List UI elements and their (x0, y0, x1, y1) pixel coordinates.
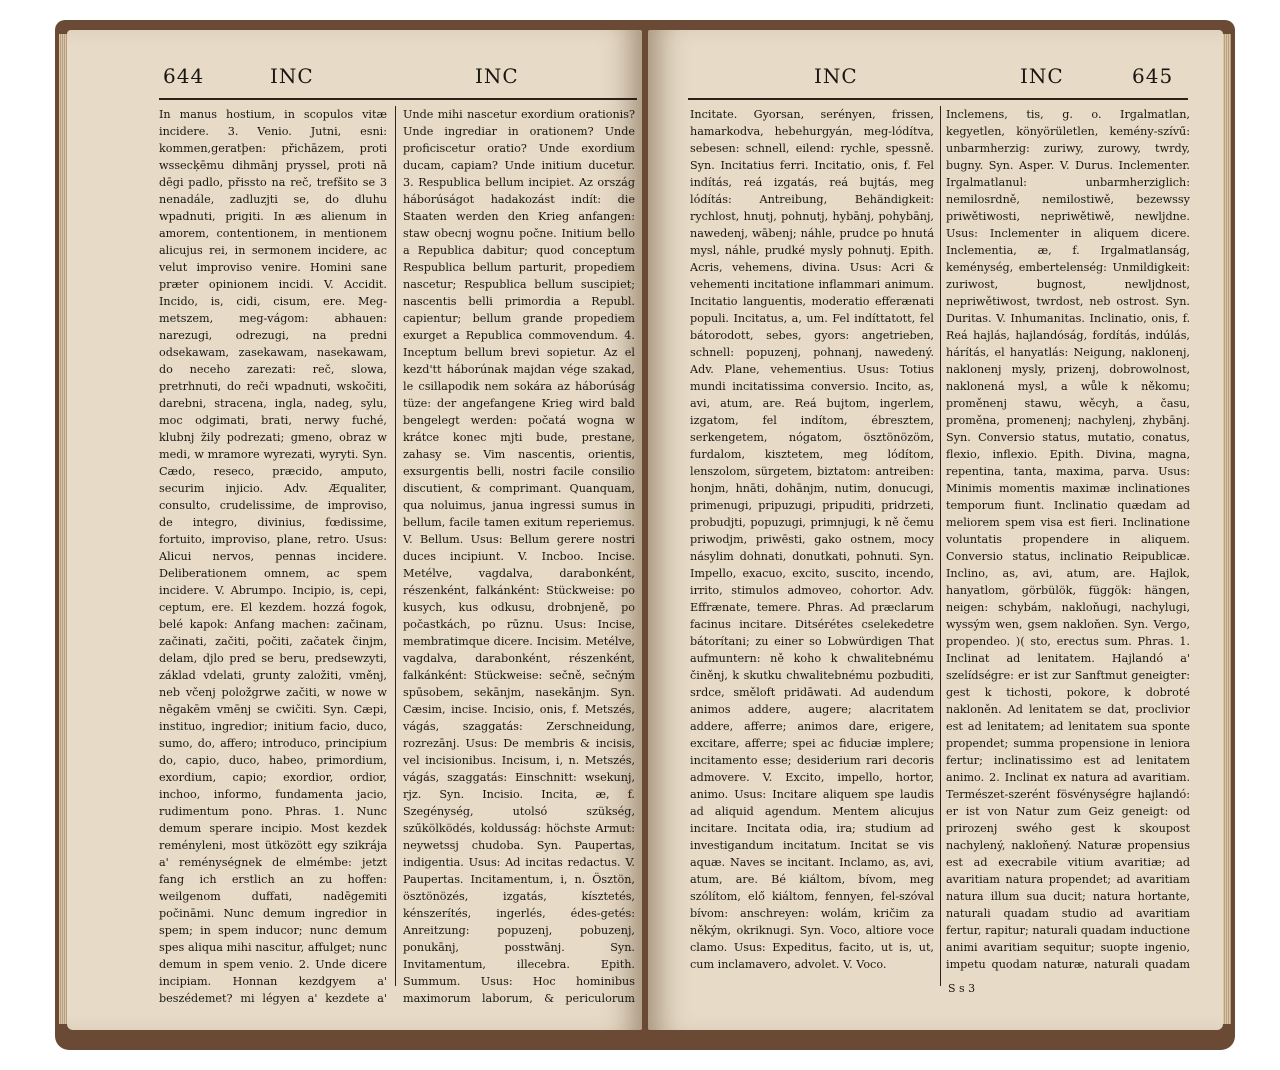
right-page-header (648, 64, 1223, 98)
left-page (67, 30, 642, 1030)
left-page-column-1 (159, 106, 387, 1006)
page-number: 645 (1132, 64, 1174, 88)
running-head-right: INC (475, 64, 519, 88)
signature-mark: S s 3 (948, 982, 976, 995)
header-rule (688, 98, 1188, 100)
right-page (648, 30, 1223, 1030)
right-page-column-1 (690, 106, 934, 1006)
page-number: 644 (163, 64, 205, 88)
dictionary-text: Unde mihi nascetur exordium orationis? Unde ingrediar in orationem? Unde proficiscetur oratio? Unde exordium ducam, capiam? Unde initium ducetur. 3. Respublica bellum incipiet. Az ország háborúságot hadakozást indít: die Staaten werden den Krieg anfangen: staw obecnj wognu počne. Initium bello a Republica dabitur; quod conceptum Respublica bellum parturit, propediem nascetur; Respublica bellum suscipiet; nascentis belli primordia a Republ. capientur; bellum grande propediem exurget a Republica commovendum. 4. Inceptum bellum brevi sopietur. Az el kezd'tt háborúnak majdan vége szakad, le csillapodik nem sokára az háborúság tüze: der angefangene Krieg wird bald bengelegt werden: počatá wogna w krátce konec mjti bude, prestane, zahasy se. Vim nascentis, orientis, exsurgentis belli, nostri facile consilio discutient, & comprimant. Quanquam, qua noluimus, janua ingressi sumus in bellum, facile tamen exitum reperiemus. V. Bellum. Usus: Bellum gerere nostri duces incipiunt. V. Incboo. Incise. Metélve, vagdalva, darabonként, részenként, falkánként: Stückweise: po kusych, kus odkusu, drobnjeně, po počastkách, po rūznu. Usus: Incise, membratimque dicere. Incisim. Metélve, vagdalva, darabonként, részenként, falkánként: Stückweise: sečně, sečným spūsobem, sekānjm, nasekānjm. Syn. Cæsim, incise. Incisio, onis, f. Metszés, vágás, szaggatás: Zerschneidung, rozrezānj. Usus: De membris & incisis, vel incisionibus. Incisum, i, n. Metszés, vágás, szaggatás: Einschnitt: wsekunj, rjz. Syn. Incisio. Incita, æ, f. Szegénység, utolsó szükség, szűkölködés, koldusság: höchste Armut: neywetssj chudoba. Syn. Paupertas, indigentia. Usus: Ad incitas redactus. V. Paupertas. Incitamentum, i, n. Ösztön, ösztönözés, izgatás, kísztetés, kénszerítés, ingerlés, édes-getés: Anreitzung: popuzenj, pobuzenj, ponukānj, posstwānj. Syn. Invitamentum, illecebra. Epith. Summum. Usus: Hoc hominibus maximorum laborum, & periculorum (403, 108, 635, 1005)
running-head-left: INC (270, 64, 314, 88)
column-divider (395, 106, 396, 986)
header-rule (159, 98, 637, 100)
running-head-right: INC (1020, 64, 1064, 88)
right-page-column-2 (946, 106, 1190, 976)
open-book (55, 20, 1235, 1050)
dictionary-text: In manus hostium, in scopulos vitæ incidere. 3. Venio. Jutni, esni: kommen,geratþen: přichāzem, proti wssecķēmu dihmānj pryssel, proti nā dēgi padlo, přissto na reč, trefšito se 3 nenadále, zadluzjti se, do dluhu wpadnuti, prigiti. In æs alienum in amorem, contentionem, in mentionem alicujus rei, in sermonem incidere, ac velut improviso venire. Homini sane præter opinionem incidi. V. Accidit. Incido, is, cidi, cisum, ere. Meg-metszem, meg-vágom: abhauen: narezugi, odrezugi, na predni odsekawam, zasekawam, nasekawam, do neceho zarezati: reč, slowa, pretrhnuti, do reči wpadnuti, wskočiti, darebni, stracena, ingla, nadeg, sylu, moc odgimati, brati, nerwy fuché, klubnj žily podrezati; gmeno, obraz w medi, w mramore wyrezati, wyryti. Syn. Cædo, reseco, præcido, amputo, securim injicio. Adv. Æqualiter, consulto, crudelissime, de improviso, de integro, divinius, fœdissime, fortuito, improviso, plane, retro. Usus: Alicui nervos, pennas incidere. Deliberationem omnem, ac spem incidere. V. Abrumpo. Incipio, is, cepi, ceptum, ere. El kezdem. hozzá fogok, belé kapok: Anfang machen: začinam, začinati, začiti, počiti, začatek činjm, delam, djlo pred se beru, predsewzyti, základ vdelati, grunty založiti, vměnj, neb včenj položgrwe začiti, w nowe w nēgakēm vmēnj se cwičiti. Syn. Cæpi, instituo, ingredior; initium facio, duco, sumo, do, affero; introduco, principium do, capio, duco, habeo, primordium, exordium, capio; exordior, ordior, inchoo, informo, fundamenta jacio, rudimentum pono. Phras. 1. Nunc demum sperare incipio. Most kezdek reményleni, most ütközött egy szikrája a' reménységnek de elmémbe: jetzt fang ich erstlich an zu hoffen: weilgenom duffati, nadēgemiti počināmi. Nunc demum ingredior in spem; in spem inducor; nunc demum spes aliqua mihi nascitur, affulget; nunc demum in spem venio. 2. Unde dicere incipiam. Honnan kezdgyem a' beszédemet? mi légyen a' kezdete a' (159, 108, 387, 1005)
left-page-column-2 (403, 106, 635, 1006)
dictionary-text: Inclemens, tis, g. o. Irgalmatlan, kegyetlen, könyörületlen, kemény-szívű: unbarmherzig: zuriwy, zurowy, twrdy, bugny. Syn. Asper. V. Durus. Inclementer. Irgalmatlanul: unbarmherziglich: nemilosrdně, nemilostiwě, bezewssy priwětiwosti, nepriwětiwě, newljdne. Usus: Inclementer in aliquem dicere. Inclementia, æ, f. Irgalmatlanság, keménység, embertelenség: Unmildigkeit: zuriwost, bugnost, newljdnost, nepriwětiwost, twrdost, neb ostrost. Syn. Duritas. V. Inhumanitas. Inclinatio, onis, f. Reá hajlás, hajlandóság, fordítás, indúlás, hárítás, el hanyatlás: Neigung, naklonenj, naklonenj mysly, prizenj, dobrowolnost, naklonená mysl, a wůle k někomu; proměnenj stawu, wěcyh, a času, proměna, promenenj; nachylenj, zhybānj. Syn. Conversio status, mutatio, conatus, flexio, inflexio. Epith. Divina, magna, repentina, tanta, maxima, parva. Usus: Minimis momentis maximæ inclinationes temporum fiunt. Inclinatio quædam ad meliorem spem visa est fieri. Inclinatione voluntatis propendere in aliquem. Conversio status, inclinatio Reipublicæ. Inclino, as, avi, atum, are. Hajlok, hanyatlom, görbülök, függök: hängen, neigen: schybám, nakloňugi, nachylugi, wyssým wen, gsem nakloňen. Syn. Vergo, propendeo. )( sto, erectus sum. Phras. 1. Inclinat ad lenitatem. Hajlandó a' szelídségre: er ist zur Sanftmut geneigter: gest k tichosti, pokore, k dobroté nakloněn. Ad lenitatem se dat, proclivior est ad lenitatem; ad lenitatem sua sponte propendet; summa propensione in leniora fertur; inclinatissimo est ad lenitatem animo. 2. Inclinat ex natura ad avaritiam. Természet-szerént fösvénységre hajlandó: er ist von Natur zum Geiz geneigt: od prirozenj swého gest k skoupost nachylený, nakloňený. Naturæ propensius est ad execrabile vitium avaritiæ; ad avaritiam natura propendet; ad avaritiam natura illum sua ducit; natura hortante, naturali quadam studio ad avaritiam fertur, rapitur; naturali quadam inductione animi avaritiam sequitur; suopte ingenio, impetu quodam naturæ, naturali quadam (946, 108, 1190, 971)
dictionary-text: Incitate. Gyorsan, serényen, frissen, hamarkodva, hebehurgyán, meg-lódítva, sebesen: schnell, eilend: rychle, spessně. Syn. Incitatius ferri. Incitatio, onis, f. Fel indítás, reá izgatás, reá bujtás, meg lódítás: Antreibung, Behändigkeit: rychlost, hnutj, pohnutj, hybānj, pohybānj, nawedenj, wābenj; náhle, prudce po hnutá mysl, náhle, prudké mysly pohnutj. Epith. Acris, vehemens, divina. Usus: Acri & vehementi incitatione inflammari animum. Incitatio languentis, moderatio efferænati populi. Incitatus, a, um. Fel indíttatott, fel bátorodott, sebes, gyors: angetrieben, schnell: popuzenj, pohnanj, nawedený. Adv. Plane, vehementius. Usus: Totius mundi incitatissima conversio. Incito, as, avi, atum, are. Reá bujtom, ingerlem, izgatom, fel indítom, ébresztem, serkengetem, nógatom, ösztönözöm, furdalom, kisztetem, meg lódítom, lenszolom, sürgetem, biztatom: antreiben: honjm, hnāti, dohānjm, nutim, donucugi, primenugi, pripuzugi, pripuditi, pridrzeti, probudjti, popuzugi, primnjugi, k ně čemu priwodjm, priwēsti, gako ostnem, mocy násylim dohnati, donutkati, pohnuti. Syn. Impello, exacuo, excito, suscito, incendo, irrito, stimulos admoveo, cohortor. Adv. Effrænate, temere. Phras. Ad præclarum facinus incitare. Ditsérétes cselekedetre bátorítani; zu einer so Lobwürdigen That aufmuntern: ně koho k chwalitebnému činěnj, k skutku chwalitebnému pozbuditi, srdce, směloft pridāwati. Ad audendum animos addere, augere; alacritatem addere, afferre; animos dare, erigere, excitare, afferre; spei ac fiduciæ implere; incitamento esse; desiderium rari decoris admovere. V. Excito, impello, hortor, animo. Usus: Incitare aliquem spe laudis ad aliquid agendum. Mentem alicujus incitare. Incitata odia, ira; studium ad investigandum incitatum. Incitat se vis aquæ. Naves se incitant. Inclamo, as, avi, atum, are. Bé kiáltom, bívom, meg szólítom, elő kiáltom, fennyen, fel-szóval bívom: anschreyen: wolám, kričim za někým, okriknugi. Syn. Voco, altiore voce clamo. Usus: Expeditus, facito, ut is, ut, cum inclamavero, advolet. V. Voco. (690, 108, 934, 971)
column-divider (940, 106, 941, 986)
left-page-header (67, 64, 642, 98)
running-head-left: INC (814, 64, 858, 88)
